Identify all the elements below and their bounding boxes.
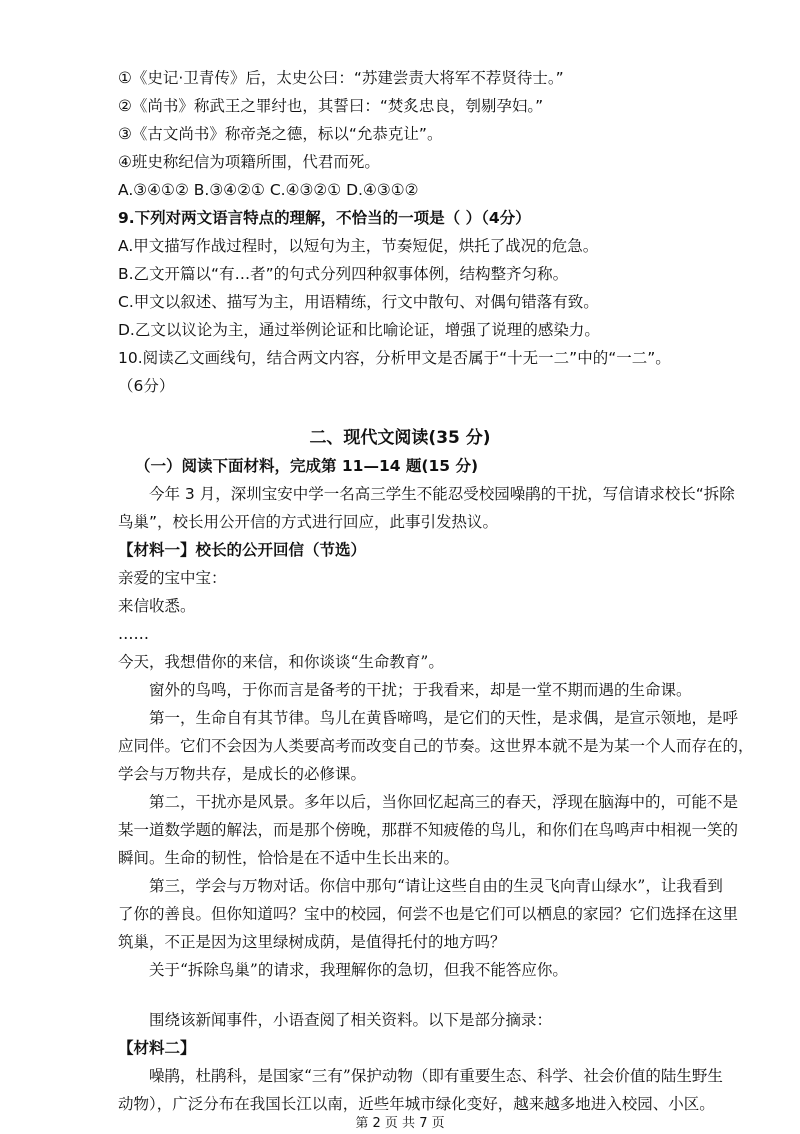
letter-paragraph-4-line-3: 瞬间。生命的韧性，恰恰是在不适中生长出来的。 (118, 849, 460, 867)
material-1-heading: 【材料一】校长的公开回信（节选） (118, 541, 367, 559)
intro-line-1: 今年 3 月，深圳宝安中学一名高三学生不能忍受校园噪鹃的干扰，写信请求校长“拆除 (149, 485, 735, 503)
q8-choices: A.③④①② B.③④②① C.④③②① D.④③①② (118, 181, 419, 199)
section-title: 二、现代文阅读(35 分) (309, 428, 491, 448)
section-subtitle: （一）阅读下面材料，完成第 11—14 题(15 分) (135, 457, 479, 475)
letter-paragraph-5-line-2: 了你的善良。但你知道吗？宝中的校园，何尝不也是它们可以栖息的家园？它们选择在这里 (118, 905, 739, 923)
option-4: ④班史称纪信为项籍所围，代君而死。 (118, 153, 380, 171)
q9-option-b: B.乙文开篇以“有…者”的句式分列四种叙事体例，结构整齐匀称。 (118, 265, 569, 283)
q10-line-1: 10.阅读乙文画线句，结合两文内容，分析甲文是否属于“十无一二”中的“一二”。 (118, 349, 671, 367)
material-2-line-2: 动物），广泛分布在我国长江以南，近些年城市绿化变好，越来越多地进入校园、小区。 (118, 1095, 715, 1113)
letter-paragraph-3-line-1: 第一，生命自有其节律。鸟儿在黄昏啼鸣，是它们的天性，是求偶，是宣示领地，是呼 (149, 709, 739, 727)
letter-paragraph-4-line-2: 某一道数学题的解法，而是那个傍晚，那群不知疲倦的鸟儿，和你们在鸟鸣声中相视一笑的 (118, 821, 739, 839)
option-3: ③《古文尚书》称帝尧之德，标以“允恭克让”。 (118, 125, 443, 143)
intro-line-2: 鸟巢”，校长用公开信的方式进行回应，此事引发热议。 (118, 513, 499, 531)
page-footer: 第 2 页 共 7 页 (355, 1116, 445, 1131)
letter-greeting: 亲爱的宝中宝： (118, 569, 227, 587)
q9-option-d: D.乙文以议论为主，通过举例论证和比喻论证，增强了说理的感染力。 (118, 321, 600, 339)
q10-line-2: （6分） (118, 377, 175, 395)
research-note: 围绕该新闻事件，小语查阅了相关资料。以下是部分摘录： (149, 1011, 553, 1029)
material-2-line-1: 噪鹃，杜鹃科，是国家“三有”保护动物（即有重要生态、科学、社会价值的陆生野生 (149, 1067, 723, 1085)
letter-paragraph-3-line-2: 应同伴。它们不会因为人类要高考而改变自己的节奏。这世界本就不是为某一个人而存在的， (118, 737, 754, 755)
letter-paragraph-4-line-1: 第二，干扰亦是风景。多年以后，当你回忆起高三的春天，浮现在脑海中的，可能不是 (149, 793, 739, 811)
letter-received: 来信收悉。 (118, 597, 196, 615)
letter-paragraph-2: 窗外的鸟鸣，于你而言是备考的干扰；于我看来，却是一堂不期而遇的生命课。 (149, 681, 692, 699)
letter-paragraph-3-line-3: 学会与万物共存，是成长的必修课。 (118, 765, 367, 783)
q9-option-c: C.甲文以叙述、描写为主，用语精练，行文中散句、对偶句错落有致。 (118, 293, 599, 311)
letter-ellipsis: …… (118, 625, 149, 643)
material-2-heading: 【材料二】 (118, 1039, 196, 1057)
letter-paragraph-5-line-3: 筑巢，不正是因为这里绿树成荫，是值得托付的地方吗？ (118, 933, 506, 951)
q9-stem: 9.下列对两文语言特点的理解，不恰当的一项是（ ）（4分） (118, 209, 531, 227)
letter-paragraph-1: 今天，我想借你的来信，和你谈谈“生命教育”。 (118, 653, 444, 671)
letter-paragraph-6: 关于“拆除鸟巢”的请求，我理解你的急切，但我不能答应你。 (149, 961, 568, 979)
letter-paragraph-5-line-1: 第三，学会与万物对话。你信中那句“请让这些自由的生灵飞向青山绿水”，让我看到 (149, 877, 723, 895)
option-2: ②《尚书》称武王之罪纣也，其誓曰：“焚炙忠良，刳剔孕妇。” (118, 97, 544, 115)
option-1: ①《史记·卫青传》后，太史公曰：“苏建尝责大将军不荐贤待士。” (118, 69, 564, 87)
q9-option-a: A.甲文描写作战过程时，以短句为主，节奏短促，烘托了战况的危急。 (118, 237, 599, 255)
